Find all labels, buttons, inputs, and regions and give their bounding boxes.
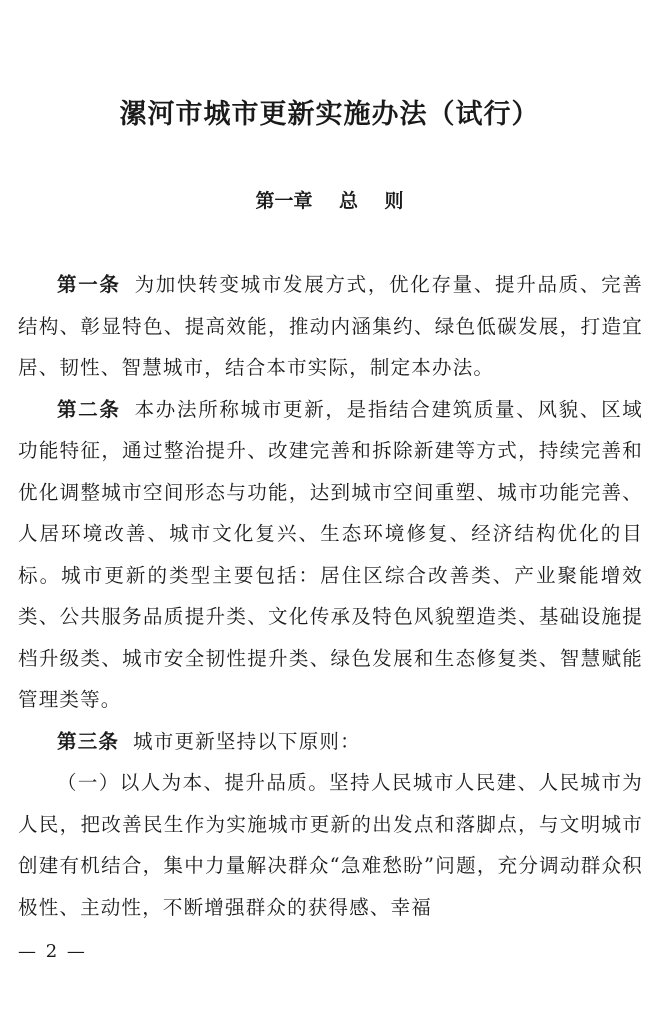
article-1-text: 为加快转变城市发展方式，优化存量、提升品质、完善结构、彰显特色、提高效能，推动内涵集约、绿色低碳发展，打造宜居、韧性、智慧城市，结合本市实际，制定本办法。	[18, 273, 643, 379]
article-1	[18, 264, 643, 389]
chapter-heading: 第一章 总 则	[255, 190, 404, 212]
article-3-text: 城市更新坚持以下原则：	[133, 729, 361, 753]
document-title: 漯河市城市更新实施办法（试行）	[119, 99, 540, 130]
article-3-label: 第三条	[57, 729, 120, 753]
article-2	[18, 389, 643, 721]
article-2-text: 本办法所称城市更新，是指结合建筑质量、风貌、区域功能特征，通过整治提升、改建完善和拆除新建等方式，持续完善和优化调整城市空间形态与功能，达到城市空间重塑、城市功能完善、人居环境改善、城市文化复兴、生态环境修复、经济结构优化的目标。城市更新的类型主要包括：居住区综合改善类、产业聚能增效类、公共服务品质提升类、文化传承及特色风貌塑造类、基础设施提档升级类、城市安全韧性提升类、绿色发展和生态修复类、智慧赋能管理类等。	[18, 397, 643, 711]
article-1-label: 第一条	[57, 273, 121, 296]
article-3	[18, 721, 643, 763]
page-number: — 2 —	[18, 941, 87, 962]
article-2-label: 第二条	[57, 397, 121, 421]
document-body	[18, 264, 643, 928]
principle-1: （一）以人为本、提升品质。坚持人民城市人民建、人民城市为人民，把改善民生作为实施城市更新的出发点和落脚点，与文明城市创建有机结合，集中力量解决群众“急难愁盼”问题，充分调动群众积极性、主动性，不断增强群众的获得感、幸福	[18, 771, 643, 919]
